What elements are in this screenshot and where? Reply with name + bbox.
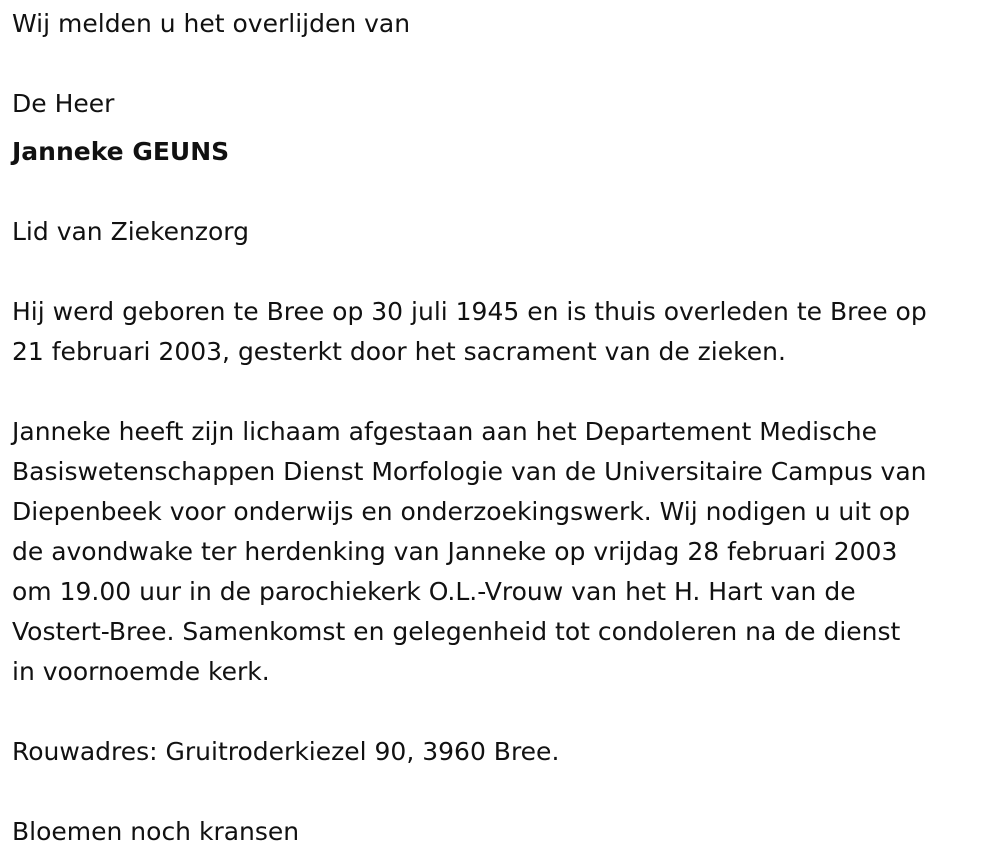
paragraph-line: Vostert-Bree. Samenkomst en gelegenheid tot condoleren na de dienst	[12, 617, 901, 646]
spacer	[12, 772, 988, 812]
birth-death-paragraph	[12, 292, 988, 372]
spacer	[12, 692, 988, 732]
deceased-name: Janneke GEUNS	[12, 137, 230, 166]
spacer	[12, 172, 988, 212]
obituary-notice	[0, 4, 1000, 868]
spacer	[12, 44, 988, 84]
paragraph-line: Hij werd geboren te Bree op 30 juli 1945 en is thuis overleden te Bree op	[12, 297, 927, 326]
flowers-note: Bloemen noch kransen	[12, 817, 300, 846]
spacer	[12, 124, 988, 132]
paragraph-line: Diepenbeek voor onderwijs en onderzoekingswerk. Wij nodigen u uit op	[12, 497, 911, 526]
paragraph-line: 21 februari 2003, gesterkt door het sacrament van de zieken.	[12, 337, 786, 366]
paragraph-line: in voornoemde kerk.	[12, 657, 270, 686]
intro-text: Wij melden u het overlijden van	[12, 9, 411, 38]
paragraph-line: Janneke heeft zijn lichaam afgestaan aan het Departement Medische	[12, 417, 878, 446]
membership-text: Lid van Ziekenzorg	[12, 217, 249, 246]
mourning-address: Rouwadres: Gruitroderkiezel 90, 3960 Bree.	[12, 737, 560, 766]
donation-wake-paragraph	[12, 412, 988, 692]
salutation: De Heer	[12, 89, 115, 118]
spacer	[12, 372, 988, 412]
paragraph-line: Basiswetenschappen Dienst Morfologie van de Universitaire Campus van	[12, 457, 927, 486]
spacer	[12, 252, 988, 292]
paragraph-line: de avondwake ter herdenking van Janneke op vrijdag 28 februari 2003	[12, 537, 898, 566]
paragraph-line: om 19.00 uur in de parochiekerk O.L.-Vrouw van het H. Hart van de	[12, 577, 856, 606]
